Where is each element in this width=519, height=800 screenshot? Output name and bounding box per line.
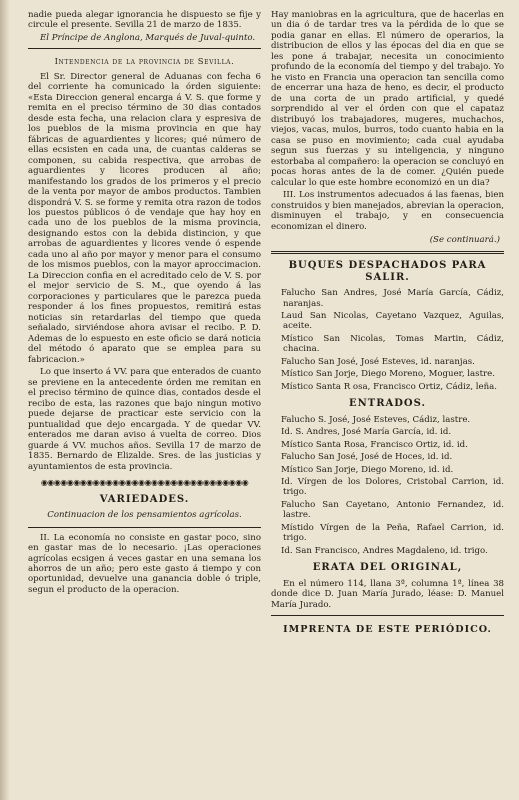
divider (271, 251, 504, 254)
ship-entry: Místico San Jorje, Diego Moreno, Moguer, lastre. (281, 369, 495, 380)
imprint-footer: IMPRENTA DE ESTE PERIÓDICO. (283, 624, 492, 636)
ship-entry: Id. San Francisco, Andres Magdaleno, id. trigo. (281, 545, 488, 556)
continued-note: (Se continuará.) (429, 235, 500, 246)
divider (28, 527, 261, 528)
divider (28, 48, 261, 49)
divider (271, 615, 504, 616)
left-column (28, 10, 261, 794)
ship-entry: Falucho S. José, José Esteves, Cádiz, lastre. (281, 414, 471, 425)
ship-entry: Id. S. Andres, José María García, id. id. (281, 427, 452, 438)
ship-entry: Místico San Jorje, Diego Moreno, id. id. (281, 464, 454, 475)
ship-entry: Místico Santa R osa, Francisco Ortiz, Cádiz, leña. (281, 381, 498, 392)
ship-entry: Falucho San Andres, José María García, Cádiz, naranjas. (281, 288, 504, 309)
ornament-divider: ◉◉◉◉◉◉◉◉◉◉◉◉◉◉◉◉◉◉◉◉◉◉◉◉◉◉◉◉◉◉◉◉ (40, 478, 249, 488)
closing-text: nadie pueda alegar ignorancia he dispuesto se fije y circule el presente. Sevilla 21 de marzo de 1835. (28, 10, 261, 31)
entered-title: ENTRADOS. (348, 398, 426, 410)
ship-entry: Falucho San Cayetano, Antonio Fernandez, id. lastre. (281, 499, 504, 521)
ship-entry: Id. Vírgen de los Dolores, Cristobal Carrion, id. trigo. (281, 477, 504, 498)
ship-entry: Falucho San José, José de Hoces, id. id. (281, 452, 453, 463)
intendencia-heading: Intendencia de la provincia de Sevilla. (54, 56, 235, 67)
right-column (271, 10, 504, 794)
ship-entry: Místido Vírgen de la Peña, Rafael Carrion, id. trigo. (281, 522, 504, 544)
ship-entry: Laud San Nicolas, Cayetano Vazquez, Aguilas, aceite. (281, 311, 504, 332)
errata-text: En el número 114, llana 3ª, columna 1ª, línea 38 donde dice D. Juan María Jurado, léase: D. Manuel María Jurado. (271, 578, 504, 610)
errata-title: ERATA DEL ORIGINAL, (312, 562, 463, 574)
agriculture-paragraph: Hay maniobras en la agricultura, que de hacerlas en un dia ó de tardar tres va la pérdida de lo que se podia ganar en ellas. El número de operarios, la distribucion de ellos y las épocas del dia en que se les pone á trabajar, necesita un conocimiento profundo de la economía del tiempo y del trabajo. Yo he visto en Francia una operacion tan sencilla como de encerrar una haza de heno, es decir, el producto de una corta de un prado artificial, y quedé sorprendido al ver el órden con que el capataz distribuyó los trabajadores, mugeres, muchachos, viejos, vacas, mulos, burros, todo cuanto habia en la casa se puso en movimiento; cada cual ayudaba segun sus fuerzas y su inteligencia, y ninguno estorbaba al compañero: la operacion se concluyó en pocas horas antes de la de comer. ¿Quién puede calcular lo que este hombre economizó en un dia? (271, 10, 504, 188)
varieties-subtitle: Continuacion de los pensamientos agrícolas. (47, 510, 242, 521)
body-paragraph: El Sr. Director general de Aduanas con fecha 6 del corriente ha comunicado la órden siguiente: «Esta Direccion general encarga á V. S. que forme y remita en el preciso término de 30 dias contados desde esta fecha, una relacion clara y espresiva de los pueblos de la misma provincia en que hay fábricas de aguardientes y licores; qué número de ellas ecsisten en cada una, de cuantas calderas se componen, su cabida respectiva, que arrobas de aguardientes y licores producen al año; manifestando los grados de los primeros y el precio de la venta por mayor de ambos productos. Tambien dispondrá V. S. se forme y remita otra razon de todos los puestos públicos ó de vendaje que hay hoy en cada uno de los pueblos de la misma provincia, designando estos con la debida distincion, y que arrobas de aguardientes y licores vende ó espende cada uno al año por mayor y menor para el consumo de los mismos pueblos, con la mayor aproccimacion. La Direccion confia en el acreditado celo de V. S. por el mejor servicio de S. M., que oyendo á las corporaciones y particulares que le parezca pueda responder á los fines propuestos, remitirá estas noticias sin retardarlas del tiempo que queda señalado, sirviéndose ahora avisar el recibo. P. D. Ademas de lo espuesto en este oficio se dará noticia del método ó aparato que se emplea para su fabricacion.» (28, 71, 261, 365)
varieties-title: VARIEDADES. (99, 493, 190, 505)
ship-entry: Falucho San José, José Esteves, id. naranjas. (281, 356, 475, 367)
ship-entry: Místico Santa Rosa, Francisco Ortiz, id. id. (281, 439, 468, 450)
signature-line: El Príncipe de Anglona, Marqués de Juval-quinto. (40, 32, 256, 43)
ship-entry: Místico San Nicolas, Tomas Martin, Cádiz, chacina. (281, 333, 504, 355)
instruments-paragraph: III. Los instrumentos adecuados á las faenas, bien construidos y bien manejados, abrevian la operacion, disminuyen el trabajo, y en consecuencia economizan el dinero. (271, 190, 504, 232)
body-paragraph: Lo que inserto á VV. para que enterados de cuanto se previene en la antecedente órden me remitan en el preciso término de quince dias, contados desde el recibo de esta, las razones que bajo ningun motivo puede dejarse de practicar este servicio con la puntualidad que dejo encargada. Y de quedar VV. enterados me daran aviso á vuelta de correo. Dios guarde á VV. muchos años. Sevilla 17 de marzo de 1835. Bernardo de Elizalde. Sres. de las justicias y ayuntamientos de esta provincia. (28, 367, 261, 472)
varieties-paragraph: II. La economía no consiste en gastar poco, sino en gastar mas de lo necesario. ¡Las operaciones agrícolas ecsigen á veces gastar en una semana los ahorros de un año; pero este gasto á tiempo y con oportunidad, devuelve una ganancia doble ó triple, segun el producto de la operacion. (28, 532, 261, 595)
departed-title: BUQUES DESPACHADOS PARA SALIR. (288, 259, 487, 283)
